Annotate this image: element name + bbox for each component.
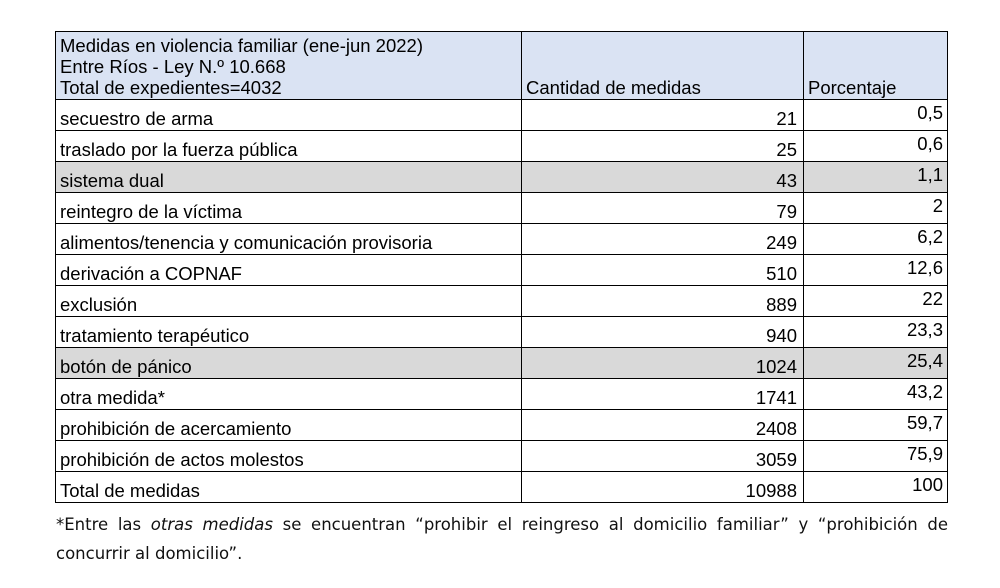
table-row	[56, 100, 948, 131]
row-percent: 6,2	[804, 224, 948, 255]
row-quantity: 1741	[522, 379, 804, 410]
row-quantity: 249	[522, 224, 804, 255]
row-percent: 100	[804, 472, 948, 503]
row-label: alimentos/tenencia y comunicación provisoria	[56, 224, 522, 255]
table-row	[56, 379, 948, 410]
table-row	[56, 410, 948, 441]
table-row	[56, 224, 948, 255]
measures-table-container	[55, 31, 947, 503]
table-row	[56, 441, 948, 472]
table-row	[56, 472, 948, 503]
table-row	[56, 317, 948, 348]
row-percent: 59,7	[804, 410, 948, 441]
row-quantity: 889	[522, 286, 804, 317]
row-percent: 22	[804, 286, 948, 317]
row-quantity: 2408	[522, 410, 804, 441]
measures-table	[55, 31, 948, 503]
table-row	[56, 193, 948, 224]
row-label: prohibición de acercamiento	[56, 410, 522, 441]
row-label: otra medida*	[56, 379, 522, 410]
row-quantity: 25	[522, 131, 804, 162]
footnote	[56, 510, 948, 568]
row-quantity: 21	[522, 100, 804, 131]
header-title-line1: Medidas en violencia familiar (ene-jun 2022)	[60, 35, 423, 56]
header-row	[56, 32, 948, 100]
row-label: traslado por la fuerza pública	[56, 131, 522, 162]
row-percent: 43,2	[804, 379, 948, 410]
row-quantity: 10988	[522, 472, 804, 503]
row-percent: 0,6	[804, 131, 948, 162]
row-label: botón de pánico	[56, 348, 522, 379]
table-row	[56, 255, 948, 286]
footnote-suffix: se encuentran “prohibir el reingreso al domicilio familiar” y “prohibición de concurrir al domicilio”.	[56, 515, 949, 563]
row-label: sistema dual	[56, 162, 522, 193]
header-title-line2: Entre Ríos - Ley N.º 10.668	[60, 56, 286, 77]
header-percent: Porcentaje	[804, 32, 948, 100]
table-body	[56, 100, 948, 503]
table-header	[56, 32, 948, 100]
table-row	[56, 162, 948, 193]
row-label: tratamiento terapéutico	[56, 317, 522, 348]
row-quantity: 3059	[522, 441, 804, 472]
row-label: exclusión	[56, 286, 522, 317]
table-row	[56, 348, 948, 379]
row-quantity: 1024	[522, 348, 804, 379]
row-percent: 75,9	[804, 441, 948, 472]
header-title-cell	[56, 32, 522, 100]
row-percent: 23,3	[804, 317, 948, 348]
row-percent: 25,4	[804, 348, 948, 379]
row-percent: 0,5	[804, 100, 948, 131]
row-label: prohibición de actos molestos	[56, 441, 522, 472]
row-label: secuestro de arma	[56, 100, 522, 131]
row-percent: 1,1	[804, 162, 948, 193]
footnote-emphasis: otras medidas	[150, 515, 273, 534]
row-quantity: 510	[522, 255, 804, 286]
row-quantity: 43	[522, 162, 804, 193]
row-label: reintegro de la víctima	[56, 193, 522, 224]
row-quantity: 79	[522, 193, 804, 224]
table-row	[56, 286, 948, 317]
header-quantity: Cantidad de medidas	[522, 32, 804, 100]
footnote-prefix: *Entre las	[56, 515, 151, 534]
row-label: derivación a COPNAF	[56, 255, 522, 286]
row-quantity: 940	[522, 317, 804, 348]
row-percent: 2	[804, 193, 948, 224]
row-label: Total de medidas	[56, 472, 522, 503]
header-title-line3: Total de expedientes=4032	[60, 77, 282, 98]
table-row	[56, 131, 948, 162]
row-percent: 12,6	[804, 255, 948, 286]
